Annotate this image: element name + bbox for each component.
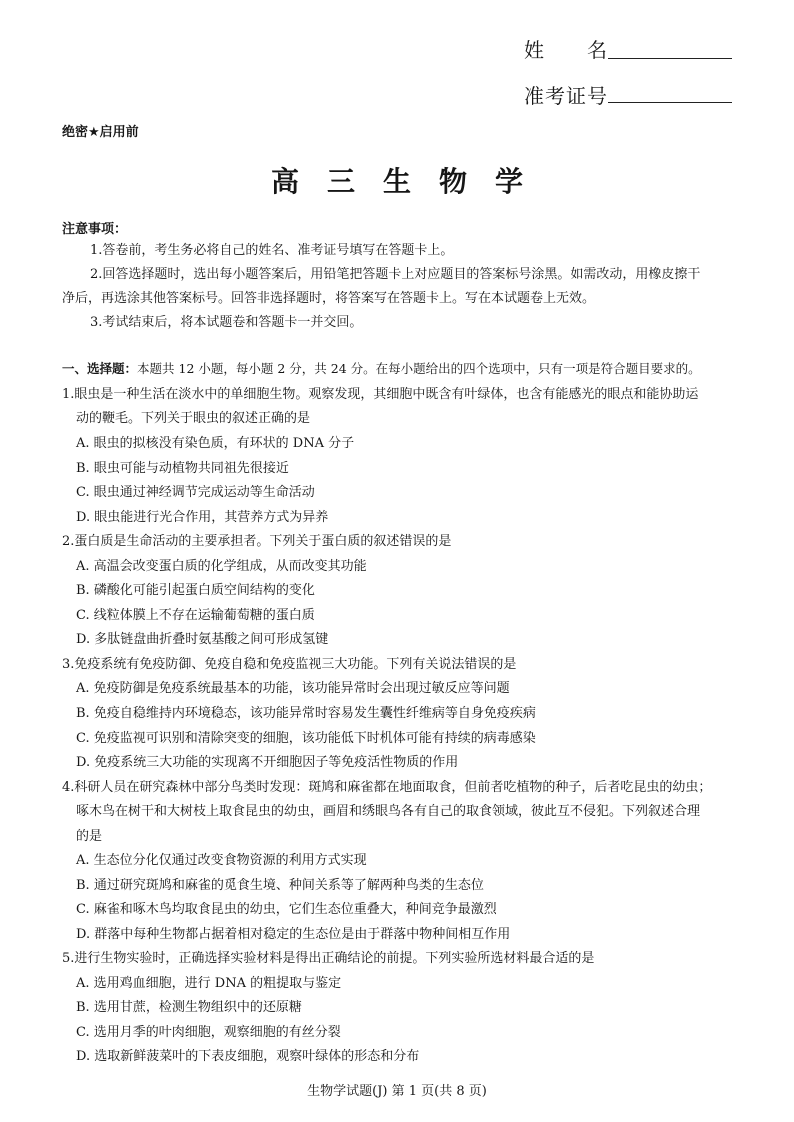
notice-item-3: 3.考试结束后，将本试题卷和答题卡一并交回。 [90,315,363,330]
notice-item-2-line-1: 2.回答选择题时，选出每小题答案后，用铅笔把答题卡上对应题目的答案标号涂黑。如需改动，用橡皮擦干 [90,267,701,282]
section-description: 本题共 12 小题，每小题 2 分，共 24 分。在每小题给出的四个选项中，只有一项是符合题目要求的。 [137,361,701,376]
name-label: 姓 名 [524,38,608,62]
notice-item-2-line-2: 净后，再选涂其他答案标号。回答非选择题时，将答案写在答题卡上。写在本试题卷上无效。 [62,291,596,306]
question-1-option-a: A. 眼虫的拟核没有染色质，有环状的 DNA 分子 [76,436,355,451]
question-3-option-c: C. 免疫监视可识别和清除突变的细胞，该功能低下时机体可能有持续的病毒感染 [76,731,536,746]
question-2-option-b: B. 磷酸化可能引起蛋白质空间结构的变化 [76,583,315,598]
notice-item-1: 1.答卷前，考生务必将自己的姓名、准考证号填写在答题卡上。 [90,243,454,258]
page-footer: 生物学试题(J) 第 1 页(共 8 页) [307,1084,487,1099]
question-1-option-c: C. 眼虫通过神经调节完成运动等生命活动 [76,485,315,500]
question-5-option-a: A. 选用鸡血细胞，进行 DNA 的粗提取与鉴定 [76,976,342,991]
exam-id-underline [608,102,732,103]
page-title: 高三生物学 [270,165,551,198]
question-4-option-a: A. 生态位分化仅通过改变食物资源的利用方式实现 [76,853,367,868]
question-4-option-c: C. 麻雀和啄木鸟均取食昆虫的幼虫，它们生态位重叠大，种间竞争最激烈 [76,902,497,917]
question-3-option-d: D. 免疫系统三大功能的实现离不开细胞因子等免疫活性物质的作用 [76,755,459,770]
question-5-line-1: 5.进行生物实验时，正确选择实验材料是得出正确结论的前提。下列实验所选材料最合适的是 [62,951,595,966]
question-5-option-b: B. 选用甘蔗，检测生物组织中的还原糖 [76,1000,302,1015]
question-1-line-2: 动的鞭毛。下列关于眼虫的叙述正确的是 [76,411,311,426]
section-title: 一、选择题： [62,361,138,376]
question-3-option-b: B. 免疫自稳维持内环境稳态，该功能异常时容易发生囊性纤维病等自身免疫疾病 [76,706,536,721]
question-4-line-1: 4.科研人员在研究森林中部分鸟类时发现：斑鸠和麻雀都在地面取食，但前者吃植物的种子，后者吃昆虫的幼虫； [62,780,712,795]
exam-id-label: 准考证号 [524,84,608,108]
section-heading [62,359,701,377]
question-3-line-1: 3.免疫系统有免疫防御、免疫自稳和免疫监视三大功能。下列有关说法错误的是 [62,657,517,672]
question-2-option-d: D. 多肽链盘曲折叠时氨基酸之间可形成氢键 [76,632,329,647]
question-5-option-c: C. 选用月季的叶肉细胞，观察细胞的有丝分裂 [76,1025,341,1040]
question-1-option-d: D. 眼虫能进行光合作用，其营养方式为异养 [76,510,329,525]
question-4-line-3: 的是 [76,829,103,844]
question-4-option-b: B. 通过研究斑鸠和麻雀的觅食生境、种间关系等了解两种鸟类的生态位 [76,878,484,893]
confidential-mark: 绝密★启用前 [62,125,139,140]
question-1-option-b: B. 眼虫可能与动植物共同祖先很接近 [76,461,289,476]
question-1-line-1: 1.眼虫是一种生活在淡水中的单细胞生物。观察发现，其细胞中既含有叶绿体，也含有能感光的眼点和能协助运 [62,387,699,402]
name-underline [608,58,732,59]
question-2-line-1: 2.蛋白质是生命活动的主要承担者。下列关于蛋白质的叙述错误的是 [62,534,452,549]
notice-heading: 注意事项： [62,222,128,237]
question-2-option-c: C. 线粒体膜上不存在运输葡萄糖的蛋白质 [76,608,315,623]
question-4-line-2: 啄木鸟在树干和大树枝上取食昆虫的幼虫，画眉和绣眼鸟各有自己的取食领域，彼此互不侵犯。下列叙述合理 [76,804,701,819]
question-5-option-d: D. 选取新鲜菠菜叶的下表皮细胞，观察叶绿体的形态和分布 [76,1049,420,1064]
question-4-option-d: D. 群落中每种生物都占据着相对稳定的生态位是由于群落中物种间相互作用 [76,927,511,942]
question-3-option-a: A. 免疫防御是免疫系统最基本的功能，该功能异常时会出现过敏反应等问题 [76,681,510,696]
question-2-option-a: A. 高温会改变蛋白质的化学组成，从而改变其功能 [76,559,367,574]
